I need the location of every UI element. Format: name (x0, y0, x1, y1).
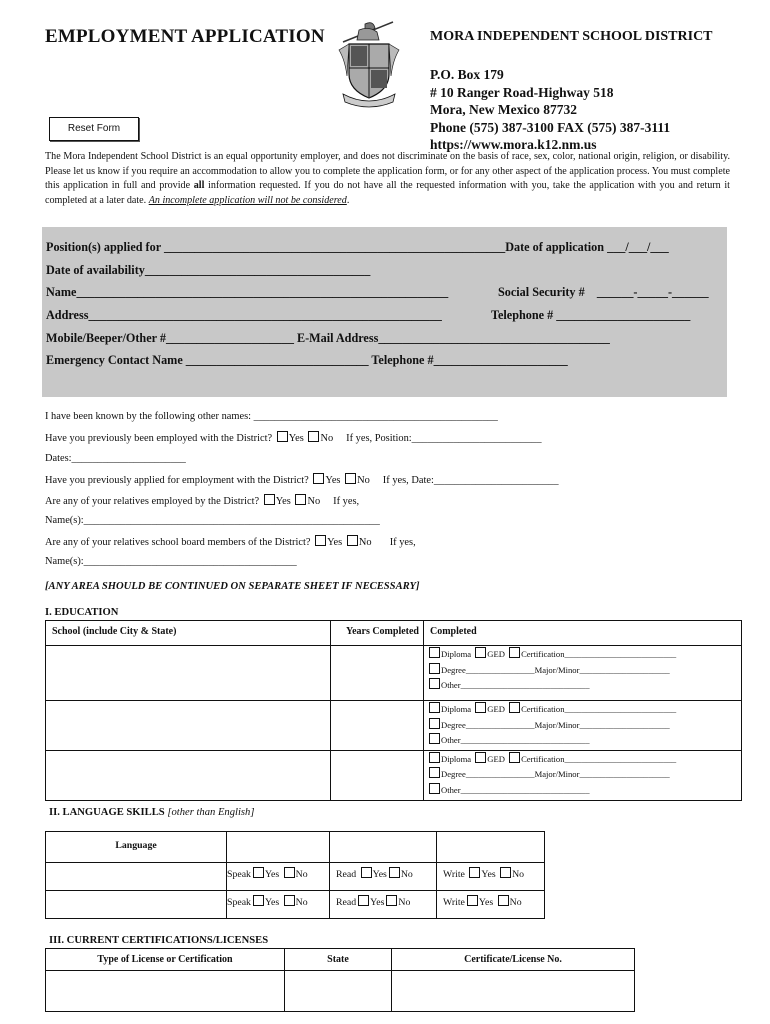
language-heading (49, 807, 254, 818)
address-website: https://www.mora.k12.nm.us (430, 137, 597, 153)
mobile-field[interactable]: _____________________ (165, 331, 294, 345)
availability-field[interactable]: _____________________________________ (144, 263, 371, 277)
other-field[interactable]: ______________________________ (460, 735, 590, 746)
degree-label: Degree (441, 719, 466, 730)
diploma-checkbox[interactable] (429, 702, 440, 713)
emergency-field[interactable]: ______________________________ (185, 353, 369, 367)
relatives-if-yes-label: If yes, (333, 496, 360, 507)
address-field[interactable]: __________________________________________________________ (88, 308, 442, 322)
yes-label: Yes (327, 537, 343, 548)
ssn-label: Social Security # (498, 285, 585, 299)
read-cell (330, 863, 437, 891)
speak-yes-checkbox[interactable] (253, 867, 264, 878)
major-field[interactable]: _____________________ (579, 769, 670, 780)
availability-row (46, 263, 370, 278)
table-row (46, 646, 742, 701)
no-label: No (358, 537, 372, 548)
prev-employed-no-checkbox[interactable] (308, 431, 319, 442)
degree-label: Degree (441, 664, 466, 675)
prev-employed-label: Have you previously been employed with the District? (45, 433, 273, 444)
no-label: No (295, 869, 308, 880)
intro-text-2: information requested. If you do not have all the requested information with you, take the application with you and return it completed at a later date. (45, 180, 730, 206)
table-row (46, 701, 742, 751)
years-cell[interactable] (331, 701, 424, 751)
telephone-field[interactable]: ______________________ (556, 308, 691, 322)
yes-label: Yes (370, 897, 385, 908)
degree-field[interactable]: ________________ (465, 769, 535, 780)
prev-employed-question (45, 431, 542, 444)
prev-applied-question (45, 473, 559, 486)
yes-label: Yes (275, 496, 291, 507)
read-header-cell (330, 832, 437, 863)
yes-label: Yes (325, 475, 341, 486)
board-names-field[interactable]: Name(s):_________________________________________ (45, 556, 297, 567)
dates-field[interactable]: Dates:______________________ (45, 453, 186, 464)
other-label: Other (441, 680, 461, 691)
certification-label: Certification (521, 753, 565, 764)
speak-no-checkbox[interactable] (284, 895, 295, 906)
ged-checkbox[interactable] (475, 647, 486, 658)
relatives-names-field[interactable]: Name(s):_________________________________________________________ (45, 515, 380, 526)
prev-employed-yes-checkbox[interactable] (277, 431, 288, 442)
email-label: E-Mail Address (293, 331, 379, 345)
ged-label: GED (487, 753, 505, 764)
yes-label: Yes (264, 897, 280, 908)
write-header-cell (437, 832, 545, 863)
write-label: Write (443, 897, 465, 908)
board-yes-checkbox[interactable] (315, 535, 326, 546)
yes-label: Yes (264, 869, 280, 880)
degree-field[interactable]: ________________ (465, 719, 535, 730)
write-cell (437, 863, 545, 891)
relatives-question (45, 494, 359, 507)
write-label: Write (443, 869, 465, 880)
name-row (46, 285, 448, 300)
school-cell[interactable] (46, 701, 331, 751)
state-cell[interactable] (285, 971, 392, 1012)
address-po-box: P.O. Box 179 (430, 67, 504, 82)
major-field[interactable]: _____________________ (579, 664, 670, 675)
speak-label: Speak (227, 869, 251, 880)
table-row (46, 891, 545, 919)
yes-label: Yes (288, 433, 304, 444)
license-number-cell[interactable] (392, 971, 635, 1012)
board-no-checkbox[interactable] (347, 535, 358, 546)
diploma-label: Diploma (441, 649, 472, 659)
email-field[interactable]: ______________________________________ (378, 331, 610, 345)
intro-warning: An incomplete application will not be considered (148, 194, 347, 206)
school-column-header: School (include City & State) (46, 621, 331, 646)
completed-cell (424, 646, 742, 701)
table-row (46, 971, 635, 1012)
write-no-checkbox[interactable] (500, 867, 511, 878)
read-no-checkbox[interactable] (389, 867, 400, 878)
language-header-row (46, 832, 545, 863)
telephone-label: Telephone # (491, 308, 557, 322)
certification-field[interactable]: __________________________ (564, 649, 677, 659)
major-label: Major/Minor (534, 664, 580, 675)
name-label: Name (46, 285, 77, 299)
intro-paragraph (45, 150, 730, 208)
certification-field[interactable]: __________________________ (564, 704, 677, 714)
no-label: No (398, 897, 411, 908)
speak-header-cell (227, 832, 330, 863)
license-type-cell[interactable] (46, 971, 285, 1012)
address-city: Mora, New Mexico 87732 (430, 102, 577, 118)
ged-label: GED (487, 649, 505, 659)
no-label: No (295, 897, 308, 908)
certifications-table (45, 948, 635, 1012)
certification-checkbox[interactable] (509, 752, 520, 763)
diploma-checkbox[interactable] (429, 647, 440, 658)
certification-label: Certification (521, 649, 565, 659)
address-row (46, 308, 442, 323)
board-question (45, 535, 416, 548)
other-names-question[interactable]: I have been known by the following other names: _______________________________________________ (45, 411, 498, 422)
telephone-row (491, 308, 690, 323)
board-if-yes-label: If yes, (389, 537, 416, 548)
relatives-label: Are any of your relatives employed by the District? (45, 496, 260, 507)
other-field[interactable]: ______________________________ (460, 680, 590, 691)
certification-label: Certification (521, 704, 565, 714)
address-label: Address (46, 308, 89, 322)
other-label: Other (441, 735, 461, 746)
yes-label: Yes (478, 897, 494, 908)
yes-label: Yes (481, 869, 496, 880)
major-label: Major/Minor (534, 769, 580, 780)
major-label: Major/Minor (534, 719, 580, 730)
applicant-info-box (42, 227, 727, 397)
write-cell (437, 891, 545, 919)
diploma-label: Diploma (441, 704, 472, 714)
read-cell (330, 891, 437, 919)
degree-checkbox[interactable] (429, 767, 440, 778)
certification-checkbox[interactable] (509, 647, 520, 658)
table-row (46, 750, 742, 800)
position-field[interactable]: ________________________________________________________ (163, 240, 506, 254)
emergency-row (46, 353, 568, 368)
date-application-label: Date of application (505, 240, 608, 254)
degree-checkbox[interactable] (429, 663, 440, 674)
speak-yes-checkbox[interactable] (253, 895, 264, 906)
district-name: MORA INDEPENDENT SCHOOL DISTRICT (430, 29, 713, 44)
table-row (46, 863, 545, 891)
language-column-header: Language (46, 832, 227, 863)
other-checkbox[interactable] (429, 733, 440, 744)
language-cell[interactable] (46, 863, 227, 891)
completed-cell (424, 750, 742, 800)
education-header-row (46, 621, 742, 646)
prev-applied-label: Have you previously applied for employment with the District? (45, 475, 309, 486)
ged-label: GED (487, 704, 505, 714)
yes-label: Yes (372, 869, 387, 880)
name-field[interactable]: _____________________________________________________________ (76, 285, 449, 299)
read-no-checkbox[interactable] (386, 895, 397, 906)
degree-checkbox[interactable] (429, 718, 440, 729)
certification-checkbox[interactable] (509, 702, 520, 713)
write-yes-checkbox[interactable] (469, 867, 480, 878)
date-if-yes-field[interactable]: If yes, Date:________________________ (382, 475, 559, 486)
years-cell[interactable] (331, 750, 424, 800)
other-checkbox[interactable] (429, 783, 440, 794)
position-row (46, 240, 669, 255)
other-field[interactable]: ______________________________ (460, 784, 590, 795)
ged-checkbox[interactable] (475, 702, 486, 713)
write-no-checkbox[interactable] (498, 895, 509, 906)
language-heading-text: II. LANGUAGE SKILLS (49, 807, 165, 818)
relatives-yes-checkbox[interactable] (264, 494, 275, 505)
years-column-header: Years Completed (331, 621, 424, 646)
no-label: No (400, 869, 413, 880)
intro-bold: all (193, 180, 205, 192)
relatives-no-checkbox[interactable] (295, 494, 306, 505)
no-label: No (357, 475, 370, 486)
license-number-column-header: Certificate/License No. (392, 949, 635, 971)
read-label: Read (336, 897, 357, 908)
read-yes-checkbox[interactable] (358, 895, 369, 906)
emergency-telephone-label: Telephone # (368, 353, 434, 367)
language-heading-note: [other than English] (164, 807, 255, 818)
intro-end: . (346, 194, 350, 206)
ssn-field[interactable]: ______-_____-______ (596, 285, 709, 299)
years-cell[interactable] (331, 646, 424, 701)
continuation-note: [ANY AREA SHOULD BE CONTINUED ON SEPARATE SHEET IF NECESSARY] (45, 581, 420, 592)
emergency-label: Emergency Contact Name (46, 353, 186, 367)
position-if-yes-field[interactable]: If yes, Position:_________________________ (346, 433, 542, 444)
degree-field[interactable]: ________________ (465, 664, 535, 675)
prev-applied-yes-checkbox[interactable] (313, 473, 324, 484)
speak-label: Speak (227, 897, 251, 908)
language-table (45, 831, 545, 919)
speak-cell (227, 891, 330, 919)
completed-cell (424, 701, 742, 751)
speak-no-checkbox[interactable] (284, 867, 295, 878)
read-label: Read (336, 869, 357, 880)
ged-checkbox[interactable] (475, 752, 486, 763)
certifications-header-row (46, 949, 635, 971)
license-type-column-header: Type of License or Certification (46, 949, 285, 971)
ssn-row (498, 285, 709, 300)
write-yes-checkbox[interactable] (467, 895, 478, 906)
prev-applied-no-checkbox[interactable] (345, 473, 356, 484)
education-table (45, 620, 742, 801)
emergency-telephone-field[interactable]: ______________________ (433, 353, 568, 367)
certification-field[interactable]: __________________________ (564, 753, 677, 764)
major-field[interactable]: _____________________ (579, 719, 670, 730)
degree-label: Degree (441, 769, 466, 780)
certifications-heading: III. CURRENT CERTIFICATIONS/LICENSES (49, 935, 269, 946)
mobile-email-row (46, 331, 610, 346)
form-title: EMPLOYMENT APPLICATION (45, 26, 325, 47)
speak-cell (227, 863, 330, 891)
education-heading: I. EDUCATION (45, 607, 119, 618)
address-street: # 10 Ranger Road-Highway 518 (430, 84, 614, 100)
school-cell[interactable] (46, 750, 331, 800)
date-application-field[interactable]: ___/___/___ (607, 240, 669, 254)
diploma-label: Diploma (441, 753, 472, 764)
other-checkbox[interactable] (429, 678, 440, 689)
availability-label: Date of availability (46, 263, 145, 277)
read-yes-checkbox[interactable] (361, 867, 372, 878)
no-label: No (509, 897, 522, 908)
diploma-checkbox[interactable] (429, 752, 440, 763)
intro-text: The Mora Independent School District is an equal opportunity employer, and does not discriminate on the basis of race, sex, color, national origin, religion, or disability. Please let us know if you require an accommodation to allow you to complete the application form, or for any other aspect of the application process. You must complete this application in full and provide (45, 151, 730, 192)
reset-form-button[interactable]: Reset Form (49, 117, 139, 141)
state-column-header: State (285, 949, 392, 971)
completed-column-header: Completed (424, 621, 742, 646)
school-crest-icon (335, 20, 403, 108)
other-label: Other (441, 784, 461, 795)
no-label: No (320, 433, 334, 444)
district-address (430, 66, 670, 154)
language-cell[interactable] (46, 891, 227, 919)
school-cell[interactable] (46, 646, 331, 701)
address-phone: Phone (575) 387-3100 FAX (575) 387-3111 (430, 119, 671, 135)
board-label: Are any of your relatives school board members of the District? (45, 537, 311, 548)
no-label: No (307, 496, 321, 507)
no-label: No (512, 869, 525, 880)
position-label: Position(s) applied for (46, 240, 164, 254)
mobile-label: Mobile/Beeper/Other # (46, 331, 166, 345)
